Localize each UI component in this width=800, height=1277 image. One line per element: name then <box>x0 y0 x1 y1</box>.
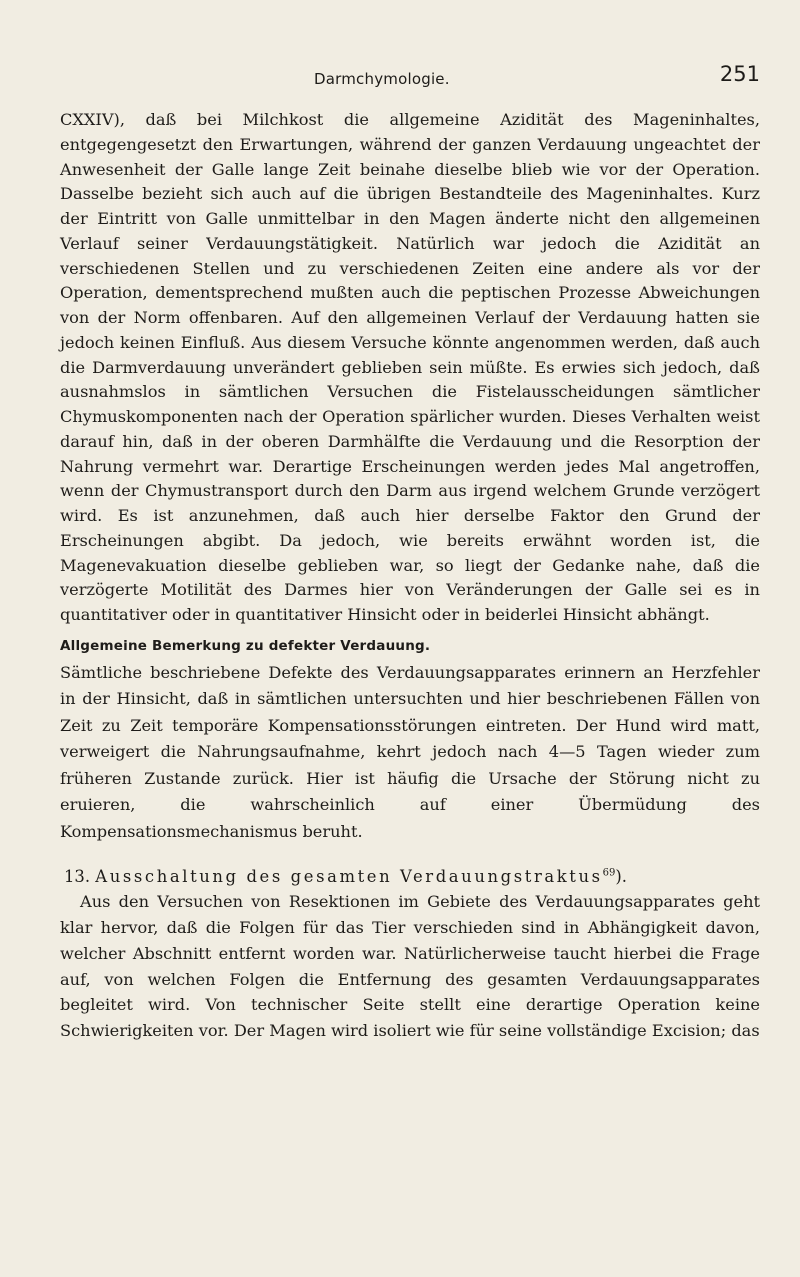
page-number: 251 <box>719 62 760 86</box>
section-number: 13. <box>64 867 91 887</box>
subheading-general-remark: Allgemeine Bemerkung zu defekter Verdauung. <box>60 637 431 654</box>
body-paragraph-2: Sämtliche beschriebene Defekte des Verdauungsapparates erinnern an Herzfehler in der Hinsicht, daß in sämtlichen untersuchten und hier beschriebenen Fällen von Zeit zu Zeit temporäre Kompensationsstörungen eintreten. Der Hund wird matt, verweigert die Nahrungsaufnahme, kehrt jedoch nach 4—5 Tagen wieder zum früheren Zustande zurück. Hier ist häufig die Ursache der Störung nicht zu eruieren, die wahrscheinlich auf einer Übermüdung des Kompensationsmechanismus beruht. <box>60 662 760 841</box>
book-page <box>60 60 760 1044</box>
section-title-end: ). <box>615 867 627 887</box>
section-title: Ausschaltung des gesamten Verdauungstraktus <box>95 867 603 887</box>
section-heading <box>60 865 760 889</box>
running-title: Darmchymologie. <box>314 70 450 88</box>
footnote-ref: 69 <box>602 867 616 879</box>
body-paragraph-3: Aus den Versuchen von Resektionen im Gebiete des Verdauungsapparates geht klar hervor, daß die Folgen für das Tier verschieden sind in Abhängigkeit davon, welcher Abschnitt entfernt worden war. Natürlicherweise taucht hierbei die Frage auf, von welchen Folgen die Entfernung des gesamten Verdauungsapparates begleitet wird. Von technischer Seite stellt eine derartige Operation keine Schwierigkeiten vor. Der Magen wird isoliert wie für seine vollständige Excision; das <box>60 892 760 1041</box>
running-head <box>60 60 760 94</box>
body-paragraph-1: CXXIV), daß bei Milchkost die allgemeine Azidität des Mageninhaltes, entgegengesetzt den Erwartungen, während der ganzen Verdauung ungeachtet der Anwesenheit der Galle lange Zeit beinahe dieselbe blieb wie vor der Operation. Dasselbe bezieht sich auch auf die übrigen Bestandteile des Mageninhaltes. Kurz der Eintritt von Galle unmittelbar in den Magen änderte nicht den allgemeinen Verlauf seiner Verdauungstätigkeit. Natürlich war jedoch die Azidität an verschiedenen Stellen und zu verschiedenen Zeiten eine andere als vor der Operation, dementsprechend mußten auch die peptischen Prozesse Abweichungen von der Norm offenbaren. Auf den allgemeinen Verlauf der Verdauung hatten sie jedoch keinen Einfluß. Aus diesem Versuche könnte angenommen werden, daß auch die Darmverdauung unverändert geblieben sein müßte. Es erwies sich jedoch, daß ausnahmslos in sämtlichen Versuchen die Fistelausscheidungen sämtlicher Chymuskomponenten nach der Operation spärlicher wurden. Dieses Verhalten weist darauf hin, daß in der oberen Darmhälfte die Verdauung und die Resorption der Nahrung vermehrt war. Derartige Erscheinungen werden jedes Mal angetroffen, wenn der Chymustransport durch den Darm aus irgend welchem Grunde verzögert wird. Es ist anzunehmen, daß auch hier derselbe Faktor den Grund der Erscheinungen abgibt. Da jedoch, wie bereits erwähnt worden ist, die Magenevakuation dieselbe geblieben war, so liegt der Gedanke nahe, daß die verzögerte Motilität des Darmes hier von Veränderungen der Galle sei es in quantitativer oder in quantitativer Hinsicht oder in beiderlei Hinsicht abhängt. <box>60 110 760 624</box>
